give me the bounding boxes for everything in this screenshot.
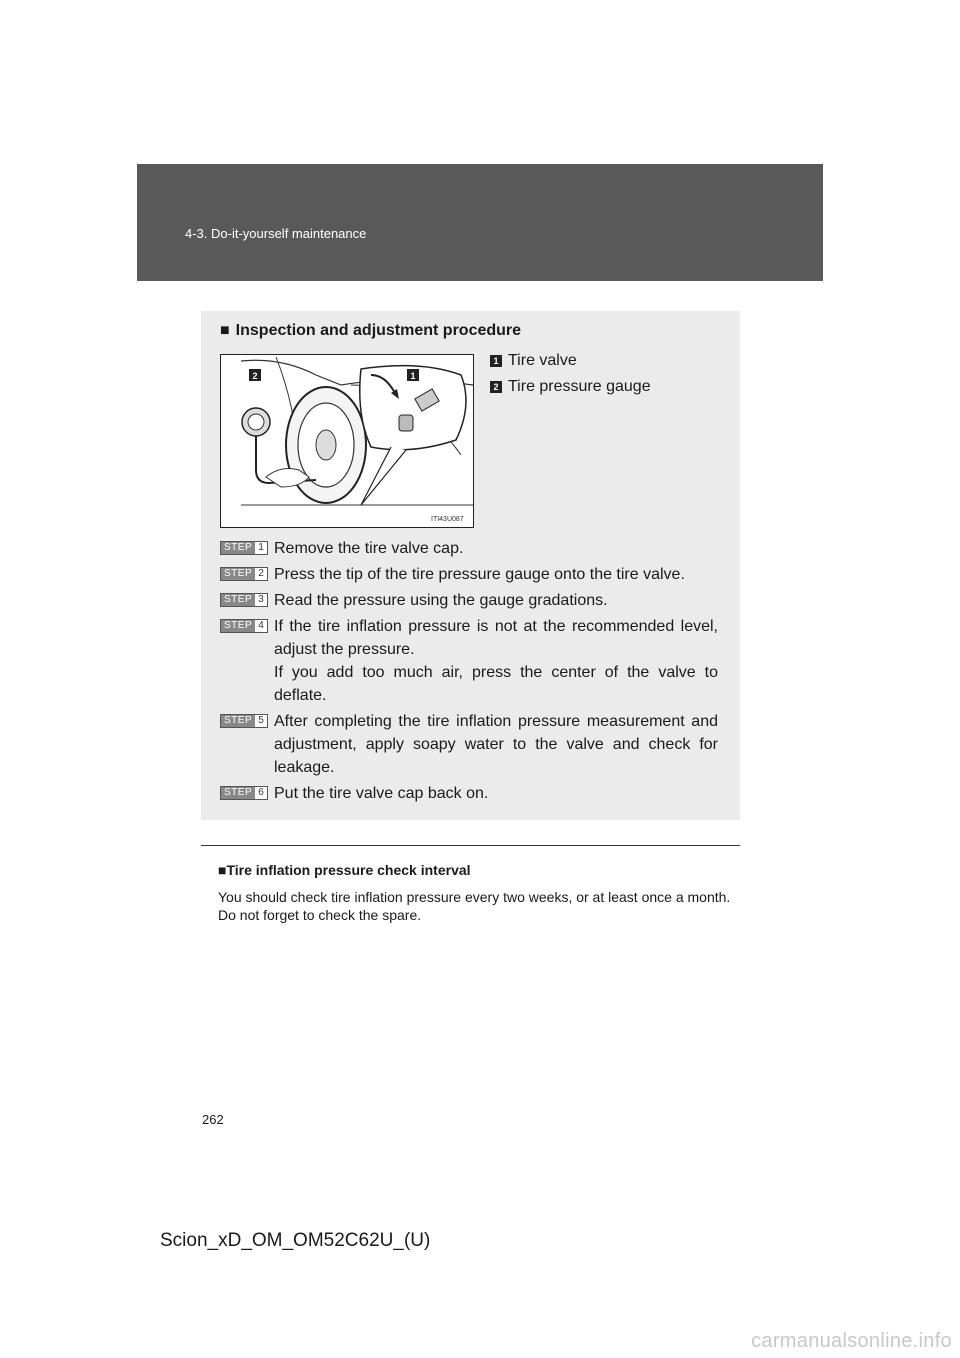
section-title: 4-3. Do-it-yourself maintenance — [185, 226, 367, 241]
step-list — [220, 537, 718, 808]
callout-label: Tire valve — [508, 352, 577, 369]
step-badge: STEP 3 — [220, 593, 268, 607]
page-number: 262 — [202, 1112, 224, 1127]
step-text: Remove the tire valve cap. — [274, 540, 464, 557]
callout-list — [490, 348, 651, 400]
note-heading-text: Tire inflation pressure check interval — [226, 862, 471, 878]
callout-number-2-icon: 2 — [490, 381, 502, 393]
note-line: You should check tire inflation pressure every two weeks, or at least once a month. — [218, 889, 731, 905]
step-badge: STEP 5 — [220, 714, 268, 728]
heading-square-icon: ■ — [220, 322, 230, 339]
header-band — [137, 164, 823, 281]
step-badge: STEP 4 — [220, 619, 268, 633]
step-item — [220, 782, 718, 805]
step-item — [220, 589, 718, 612]
callout-label: Tire pressure gauge — [508, 378, 651, 395]
step-text: Put the tire valve cap back on. — [274, 785, 489, 802]
callout-tire-valve — [490, 348, 651, 374]
illus-label-2: 2 — [252, 371, 258, 381]
step-badge: STEP 1 — [220, 541, 268, 555]
step-text: Press the tip of the tire pressure gauge onto the tire valve. — [274, 566, 685, 583]
note-square-icon: ■ — [218, 862, 227, 878]
illus-label-1: 1 — [410, 371, 416, 381]
watermark: carmanualsonline.info — [751, 1330, 952, 1352]
callout-tire-pressure-gauge — [490, 374, 651, 400]
callout-number-1-icon: 1 — [490, 355, 502, 367]
step-badge: STEP 2 — [220, 567, 268, 581]
note-line: Do not forget to check the spare. — [218, 907, 422, 923]
procedure-heading — [220, 322, 521, 340]
tire-illustration — [220, 354, 474, 528]
step-text: Read the pressure using the gauge gradations. — [274, 592, 608, 609]
procedure-heading-text: Inspection and adjustment procedure — [235, 322, 522, 339]
section-divider — [201, 845, 740, 846]
step-badge: STEP 6 — [220, 786, 268, 800]
tire-gauge-illustration-icon — [221, 355, 473, 527]
step-text: If the tire inflation pressure is not at the recommended level, adjust the pressure. If you add too much air, press the center of the valve to deflate. — [274, 618, 718, 704]
step-item — [220, 710, 718, 779]
note-body — [218, 888, 735, 924]
step-item — [220, 537, 718, 560]
step-item — [220, 615, 718, 707]
step-item — [220, 563, 718, 586]
illustration-code: ITI43U087 — [431, 516, 464, 523]
note-heading — [218, 862, 471, 878]
step-text: After completing the tire inflation pressure measurement and adjustment, apply soapy water to the valve and check for leakage. — [274, 713, 718, 776]
footer-code: Scion_xD_OM_OM52C62U_(U) — [160, 1230, 431, 1251]
